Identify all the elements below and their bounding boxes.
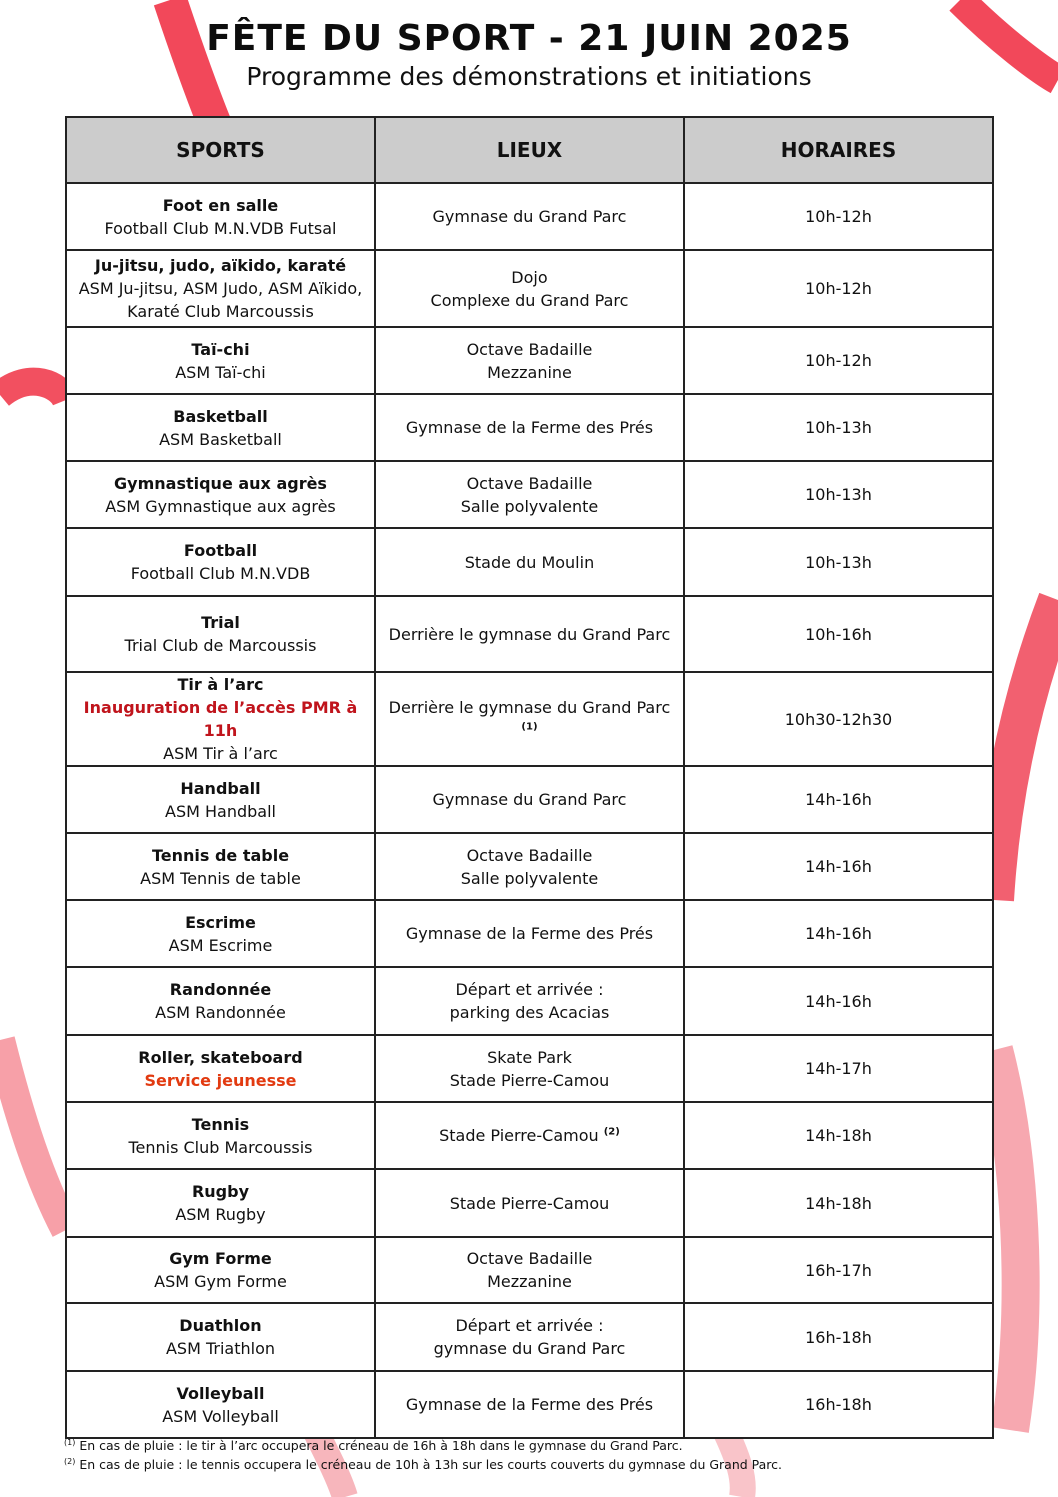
table-row xyxy=(66,1237,993,1303)
sport-name: Ju-jitsu, judo, aïkido, karaté xyxy=(94,256,347,275)
table-row xyxy=(66,327,993,394)
sport-name: Roller, skateboard xyxy=(138,1047,303,1067)
cell-lieu xyxy=(375,250,684,327)
cell-lieu xyxy=(375,461,684,528)
sport-club: Karaté Club Marcoussis xyxy=(127,302,314,321)
cell-sport xyxy=(66,1303,375,1371)
sport-club: ASM Tir à l’arc xyxy=(163,744,278,763)
sport-club: ASM Randonnée xyxy=(155,1003,286,1022)
cell-lieu xyxy=(375,833,684,900)
lieu-line: Dojo xyxy=(511,267,548,287)
cell-horaire: 10h30-12h30 xyxy=(684,672,993,766)
sport-name: Basketball xyxy=(173,406,268,426)
cell-horaire: 14h-18h xyxy=(684,1102,993,1169)
sport-club: ASM Triathlon xyxy=(165,1339,275,1358)
table-row xyxy=(66,1371,993,1438)
cell-sport xyxy=(66,833,375,900)
table-row xyxy=(66,967,993,1035)
cell-lieu xyxy=(375,528,684,596)
cell-sport xyxy=(66,900,375,967)
lieu-line: Salle polyvalente xyxy=(460,496,599,516)
sport-name: Football xyxy=(183,541,258,560)
lieu-line: Gymnase de la Ferme des Prés xyxy=(405,1395,654,1414)
sport-name: Duathlon xyxy=(179,1316,262,1335)
cell-horaire: 10h-12h xyxy=(684,327,993,394)
cell-lieu xyxy=(375,900,684,967)
lieu-line: Stade Pierre-Camou xyxy=(449,1070,610,1090)
sport-club: ASM Rugby xyxy=(175,1205,266,1224)
page-subtitle: Programme des démonstrations et initiations xyxy=(246,62,812,91)
lieu-line: Complexe du Grand Parc xyxy=(430,290,629,310)
lieu-line: Derrière le gymnase du Grand Parc xyxy=(388,624,671,644)
cell-sport xyxy=(66,461,375,528)
cell-sport xyxy=(66,1035,375,1102)
lieu-line: Gymnase de la Ferme des Prés xyxy=(405,418,654,437)
sport-name: Foot en salle xyxy=(162,195,279,215)
cell-lieu xyxy=(375,967,684,1035)
cell-sport xyxy=(66,967,375,1035)
footnotes xyxy=(64,1436,1004,1474)
cell-sport xyxy=(66,672,375,766)
cell-lieu xyxy=(375,766,684,833)
cell-horaire: 10h-12h xyxy=(684,250,993,327)
cell-horaire: 10h-13h xyxy=(684,528,993,596)
footnote-1 xyxy=(64,1436,1004,1455)
table-row xyxy=(66,394,993,461)
sport-club: ASM Taï-chi xyxy=(175,362,266,382)
sport-name: Randonnée xyxy=(169,980,272,999)
sport-name: Gymnastique aux agrès xyxy=(114,473,327,493)
sport-club: Football Club M.N.VDB Futsal xyxy=(104,218,337,238)
footnote-text: En cas de pluie : le tir à l’arc occupera le créneau de 16h à 18h dans le gymnase du Grand Parc. xyxy=(79,1438,683,1453)
cell-sport xyxy=(66,394,375,461)
sport-name: Trial xyxy=(201,613,240,632)
cell-horaire: 16h-18h xyxy=(684,1371,993,1438)
table-row xyxy=(66,833,993,900)
sport-name: Escrime xyxy=(185,912,256,932)
table-row xyxy=(66,183,993,250)
table-row xyxy=(66,672,993,766)
lieu-line: Octave Badaille xyxy=(466,1249,593,1268)
table-row xyxy=(66,596,993,672)
cell-lieu xyxy=(375,1035,684,1102)
cell-lieu xyxy=(375,1371,684,1438)
sport-note: Service jeunesse xyxy=(144,1070,297,1090)
table-row xyxy=(66,1102,993,1169)
lieu-line: Octave Badaille xyxy=(466,339,593,359)
lieu-line: Skate Park xyxy=(487,1047,572,1067)
lieu-line: Mezzanine xyxy=(487,362,572,382)
cell-horaire: 10h-12h xyxy=(684,183,993,250)
sport-club: Football Club M.N.VDB xyxy=(130,564,311,583)
cell-horaire: 10h-13h xyxy=(684,394,993,461)
lieu-line: Départ et arrivée : xyxy=(455,1316,604,1335)
sport-club: ASM Escrime xyxy=(168,935,273,955)
cell-horaire: 10h-13h xyxy=(684,461,993,528)
table-row xyxy=(66,1169,993,1237)
table-row xyxy=(66,461,993,528)
sport-name: Taï-chi xyxy=(191,339,250,359)
cell-sport xyxy=(66,766,375,833)
cell-lieu xyxy=(375,394,684,461)
cell-horaire: 10h-16h xyxy=(684,596,993,672)
cell-lieu xyxy=(375,183,684,250)
cell-lieu xyxy=(375,1169,684,1237)
cell-horaire: 14h-17h xyxy=(684,1035,993,1102)
lieu-line: Mezzanine xyxy=(487,1272,572,1291)
cell-lieu xyxy=(375,1237,684,1303)
table-row xyxy=(66,766,993,833)
sport-club: ASM Gymnastique aux agrès xyxy=(105,496,336,516)
sport-name: Handball xyxy=(180,778,261,798)
lieu-line: parking des Acacias xyxy=(449,1003,610,1022)
cell-horaire: 14h-16h xyxy=(684,967,993,1035)
page-title: FÊTE DU SPORT - 21 JUIN 2025 xyxy=(206,18,852,59)
lieu-line: Départ et arrivée : xyxy=(455,980,604,999)
column-header-horaires: HORAIRES xyxy=(684,117,993,183)
cell-sport xyxy=(66,528,375,596)
sport-name: Tennis xyxy=(191,1114,250,1134)
cell-horaire: 16h-18h xyxy=(684,1303,993,1371)
cell-sport xyxy=(66,250,375,327)
sport-club: ASM Ju-jitsu, ASM Judo, ASM Aïkido, xyxy=(78,279,363,298)
cell-lieu xyxy=(375,1102,684,1169)
footnote-reference: (1) xyxy=(521,721,538,733)
sport-club: ASM Gym Forme xyxy=(154,1272,287,1291)
sport-name: Tir à l’arc xyxy=(177,675,264,694)
sport-club: ASM Basketball xyxy=(159,429,282,449)
sport-club: ASM Handball xyxy=(165,801,276,821)
footnote-reference: (2) xyxy=(603,1126,620,1138)
sport-club: ASM Tennis de table xyxy=(140,868,301,888)
sport-note: Inauguration de l’accès PMR à 11h xyxy=(83,698,358,740)
lieu-line: Gymnase du Grand Parc xyxy=(432,790,627,809)
cell-horaire: 14h-16h xyxy=(684,900,993,967)
table-header-row xyxy=(66,117,993,183)
lieu-line: Stade Pierre-Camou xyxy=(439,1126,599,1145)
column-header-lieux: LIEUX xyxy=(375,117,684,183)
lieu-line: Octave Badaille xyxy=(466,473,593,493)
sport-club: Trial Club de Marcoussis xyxy=(124,636,317,655)
cell-sport xyxy=(66,1237,375,1303)
lieu-line: gymnase du Grand Parc xyxy=(433,1339,626,1358)
sport-name: Rugby xyxy=(191,1182,250,1201)
cell-sport xyxy=(66,183,375,250)
cell-sport xyxy=(66,1371,375,1438)
sport-club: ASM Volleyball xyxy=(162,1406,279,1426)
table-row xyxy=(66,250,993,327)
lieu-line xyxy=(380,1124,679,1147)
footnote-text: En cas de pluie : le tennis occupera le créneau de 10h à 13h sur les courts couverts du gymnase du Grand Parc. xyxy=(79,1457,783,1472)
sport-name: Volleyball xyxy=(176,1383,265,1403)
program-table xyxy=(65,116,994,1439)
table-row xyxy=(66,1303,993,1371)
column-header-sports: SPORTS xyxy=(66,117,375,183)
lieu-line: Stade Pierre-Camou xyxy=(449,1193,610,1213)
lieu-line: Derrière le gymnase du Grand Parc xyxy=(388,698,671,717)
cell-horaire: 14h-16h xyxy=(684,833,993,900)
table-row xyxy=(66,528,993,596)
cell-sport xyxy=(66,596,375,672)
footnote-mark: (1) xyxy=(64,1437,76,1447)
cell-horaire: 14h-16h xyxy=(684,766,993,833)
footnote-mark: (2) xyxy=(64,1456,76,1466)
lieu-line: Gymnase du Grand Parc xyxy=(432,207,627,226)
sport-name: Gym Forme xyxy=(169,1249,272,1268)
sport-club: Tennis Club Marcoussis xyxy=(128,1137,313,1157)
table-row xyxy=(66,1035,993,1102)
lieu-line: Salle polyvalente xyxy=(460,868,599,888)
lieu-line: Octave Badaille xyxy=(466,845,593,865)
cell-lieu xyxy=(375,327,684,394)
cell-lieu xyxy=(375,672,684,766)
cell-sport xyxy=(66,1102,375,1169)
cell-sport xyxy=(66,327,375,394)
cell-sport xyxy=(66,1169,375,1237)
lieu-line: Stade du Moulin xyxy=(464,552,595,572)
cell-lieu xyxy=(375,1303,684,1371)
table-row xyxy=(66,900,993,967)
footnote-2 xyxy=(64,1455,1004,1474)
lieu-line xyxy=(380,696,679,742)
sport-name: Tennis de table xyxy=(151,845,290,865)
cell-lieu xyxy=(375,596,684,672)
cell-horaire: 16h-17h xyxy=(684,1237,993,1303)
cell-horaire: 14h-18h xyxy=(684,1169,993,1237)
lieu-line: Gymnase de la Ferme des Prés xyxy=(405,924,654,943)
